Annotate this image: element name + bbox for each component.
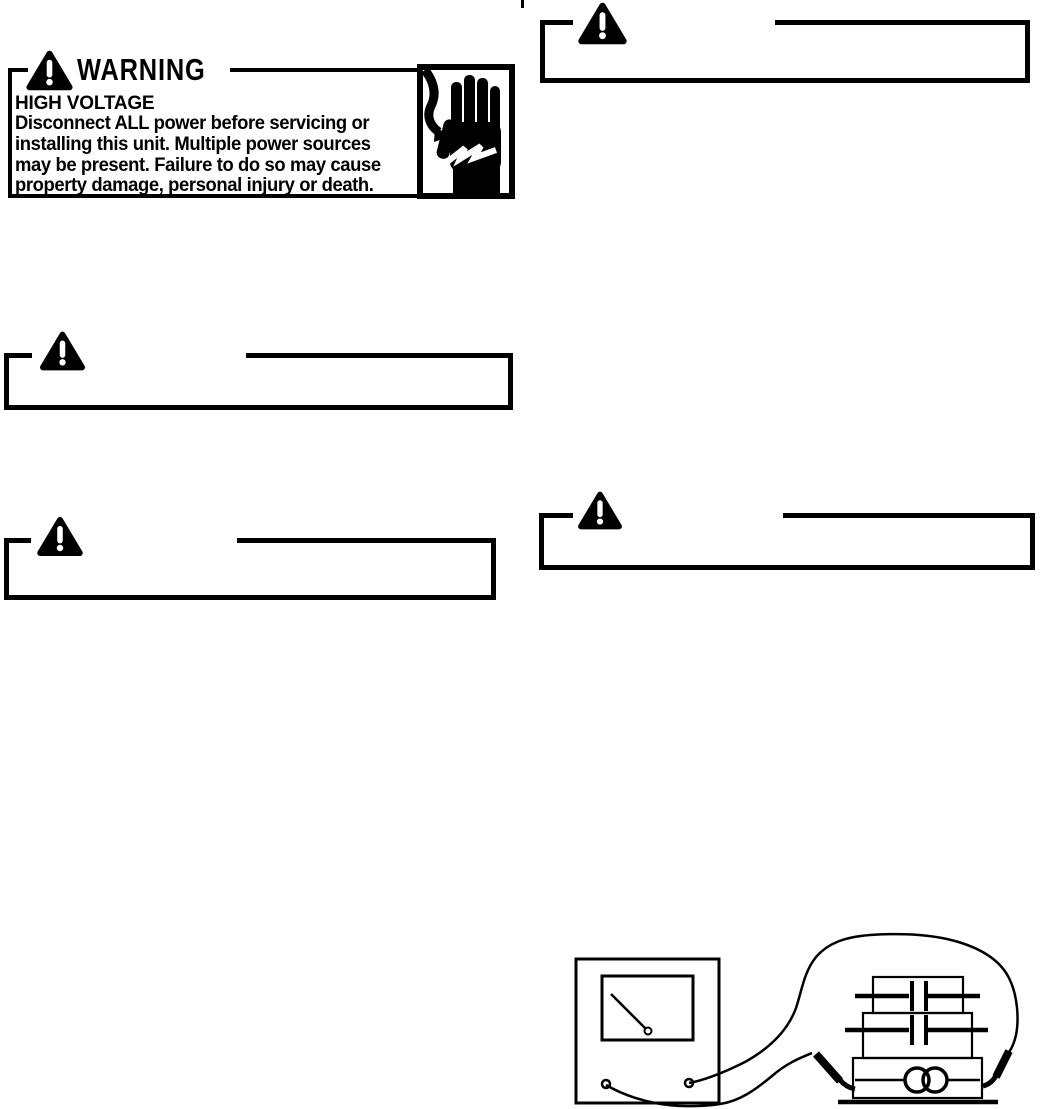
warning-body-line: may be present. Failure to do so may cause	[15, 154, 381, 176]
capacitor-symbol-middle	[845, 1015, 988, 1045]
needle-hub	[645, 1028, 652, 1035]
electric-shock-hand-icon	[417, 64, 515, 199]
test-lead-lower	[606, 1053, 812, 1106]
warning-body-line: property damage, personal injury or death.	[15, 175, 374, 197]
warning-triangle-icon	[26, 50, 73, 91]
warning-body-line: Disconnect ALL power before servicing or	[15, 113, 370, 134]
winding-symbol	[855, 1068, 980, 1092]
warning-triangle-icon	[577, 2, 628, 45]
warning-triangle-icon	[37, 515, 83, 558]
probe-clip-right	[996, 1051, 1009, 1077]
scan-artifact-mark	[521, 0, 524, 8]
warning-body	[15, 93, 415, 197]
meter-display	[602, 976, 693, 1040]
meter-needle	[611, 994, 646, 1029]
warning-triangle-icon	[577, 491, 623, 530]
warning-body-line: installing this unit. Multiple power sources	[15, 133, 371, 155]
capacitor-test-figure	[560, 930, 1051, 1109]
stack-tier-middle	[863, 1013, 972, 1058]
high-voltage-heading: HIGH VOLTAGE	[15, 93, 155, 114]
warning-triangle-icon	[39, 331, 86, 371]
probe-clip-left	[816, 1054, 840, 1081]
cable-icon	[425, 70, 439, 132]
warning-title: WARNING	[77, 52, 206, 87]
